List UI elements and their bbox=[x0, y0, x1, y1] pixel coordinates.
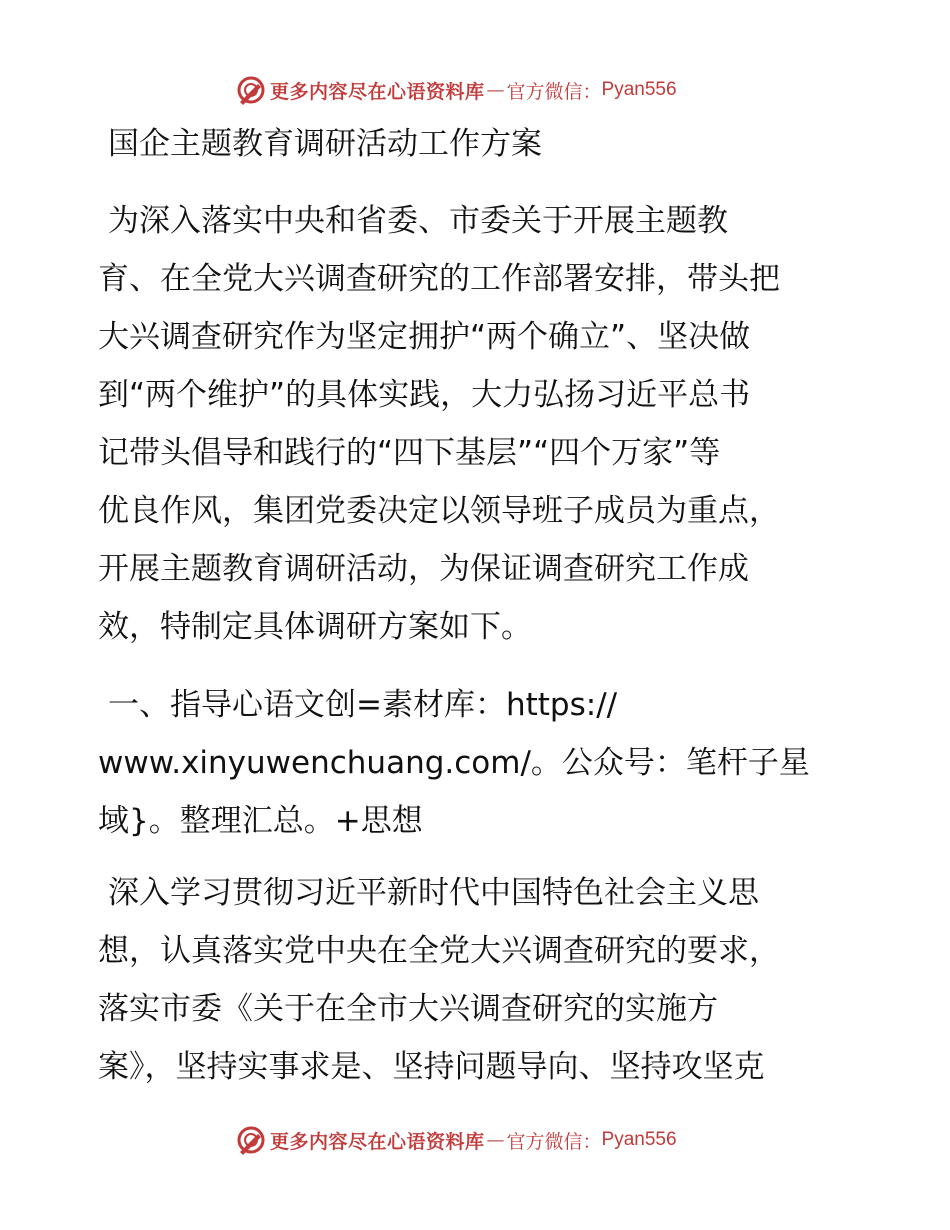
section1-heading-line: 一、指导心语文创=素材库：https:// bbox=[108, 687, 618, 723]
section1-heading-line: www.xinyuwenchuang.com/。公众号：笔杆子星 bbox=[98, 745, 810, 781]
footer-watermark bbox=[236, 1123, 677, 1157]
watermark-brand: 更多内容尽在心语资料库 bbox=[270, 80, 485, 103]
paragraph1-line: 到“两个维护”的具体实践，大力弘扬习近平总书 bbox=[98, 377, 751, 413]
paragraph1-line: 记带头倡导和践行的“四下基层”“四个万家”等 bbox=[98, 435, 721, 471]
section1-heading-line: 域}。整理汇总。+思想 bbox=[98, 803, 423, 839]
paragraph1-line: 为深入落实中央和省委、市委关于开展主题教 bbox=[108, 203, 728, 239]
pen-logo-icon bbox=[236, 1125, 266, 1155]
pen-logo-icon bbox=[236, 75, 266, 105]
watermark-wechat-label: 官方微信： bbox=[506, 80, 602, 103]
paragraph1-line: 效，特制定具体调研方案如下。 bbox=[98, 609, 532, 645]
watermark-separator: — bbox=[486, 1129, 505, 1151]
header-watermark bbox=[236, 73, 677, 107]
watermark-brand: 更多内容尽在心语资料库 bbox=[270, 1130, 485, 1153]
watermark-wechat-label: 官方微信： bbox=[506, 1130, 602, 1153]
paragraph2-line: 想，认真落实党中央在全党大兴调查研究的要求， bbox=[98, 933, 780, 969]
document-title: 国企主题教育调研活动工作方案 bbox=[108, 126, 542, 162]
paragraph2-line: 落实市委《关于在全市大兴调查研究的实施方 bbox=[98, 991, 718, 1027]
watermark-separator: — bbox=[486, 79, 505, 101]
paragraph1-line: 大兴调查研究作为坚定拥护“两个确立”、坚决做 bbox=[98, 319, 751, 355]
paragraph2-line: 深入学习贯彻习近平新时代中国特色社会主义思 bbox=[108, 875, 759, 911]
watermark-wechat-id: Pyan556 bbox=[601, 1129, 677, 1150]
paragraph1-line: 开展主题教育调研活动，为保证调查研究工作成 bbox=[98, 551, 749, 587]
paragraph2-line: 案》，坚持实事求是、坚持问题导向、坚持攻坚克 bbox=[98, 1049, 765, 1085]
paragraph1-line: 育、在全党大兴调查研究的工作部署安排，带头把 bbox=[98, 261, 780, 297]
watermark-wechat-id: Pyan556 bbox=[601, 79, 677, 100]
paragraph1-line: 优良作风，集团党委决定以领导班子成员为重点， bbox=[98, 493, 780, 529]
